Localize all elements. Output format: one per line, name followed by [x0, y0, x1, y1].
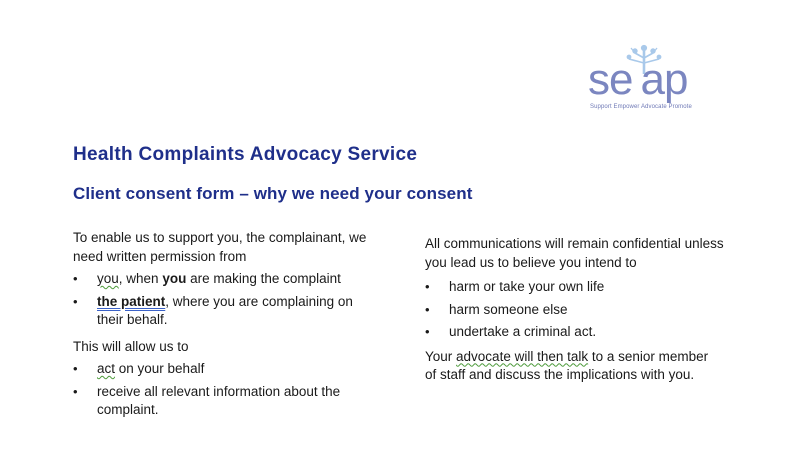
- text-fragment: Your: [425, 348, 457, 364]
- allow-list: [73, 360, 403, 420]
- text-fragment: , when: [118, 271, 163, 286]
- text-fragment: are making the complaint: [186, 271, 341, 286]
- list-item: [73, 270, 403, 289]
- logo-wordmark-left: se: [588, 55, 633, 104]
- right-column: [425, 235, 755, 385]
- patient-bold: the patient: [97, 293, 166, 309]
- logo-wordmark-right: ap: [640, 55, 688, 104]
- permission-list: [73, 270, 403, 330]
- left-column: [73, 229, 403, 420]
- text-fragment: on your behalf: [115, 361, 205, 376]
- right-intro: All communications will remain confidential unless you lead us to believe you intend to: [425, 236, 724, 270]
- left-middle: This will allow us to: [73, 338, 189, 354]
- selap-logo: [588, 44, 720, 114]
- you-text: you: [97, 271, 119, 286]
- text-fragment: to a senior member of staff and discuss the implications with you.: [425, 348, 709, 382]
- act-text: act: [97, 361, 116, 376]
- right-outro: [425, 348, 715, 385]
- you-bold: you: [162, 271, 187, 286]
- left-intro: To enable us to support you, the complainant, we need written permission from: [73, 230, 367, 264]
- list-item: [73, 360, 403, 379]
- page-title: Health Complaints Advocacy Service: [73, 144, 418, 165]
- advocate-text: advocate will then talk: [456, 348, 589, 364]
- list-item: • harm someone else: [425, 301, 755, 320]
- list-item: [73, 293, 377, 330]
- logo-tagline: Support Empower Advocate Promote: [590, 104, 692, 110]
- text-fragment: receive all relevant information about the complaint.: [97, 383, 341, 417]
- list-item: • harm or take your own life: [425, 278, 755, 297]
- logo-wordmark: [588, 55, 688, 104]
- page-subtitle: Client consent form – why we need your consent: [73, 184, 473, 203]
- text-fragment: , where you are complaining on their behalf.: [97, 293, 353, 327]
- list-item: [73, 383, 397, 420]
- intent-list: [425, 278, 755, 342]
- list-item: • undertake a criminal act.: [425, 323, 755, 342]
